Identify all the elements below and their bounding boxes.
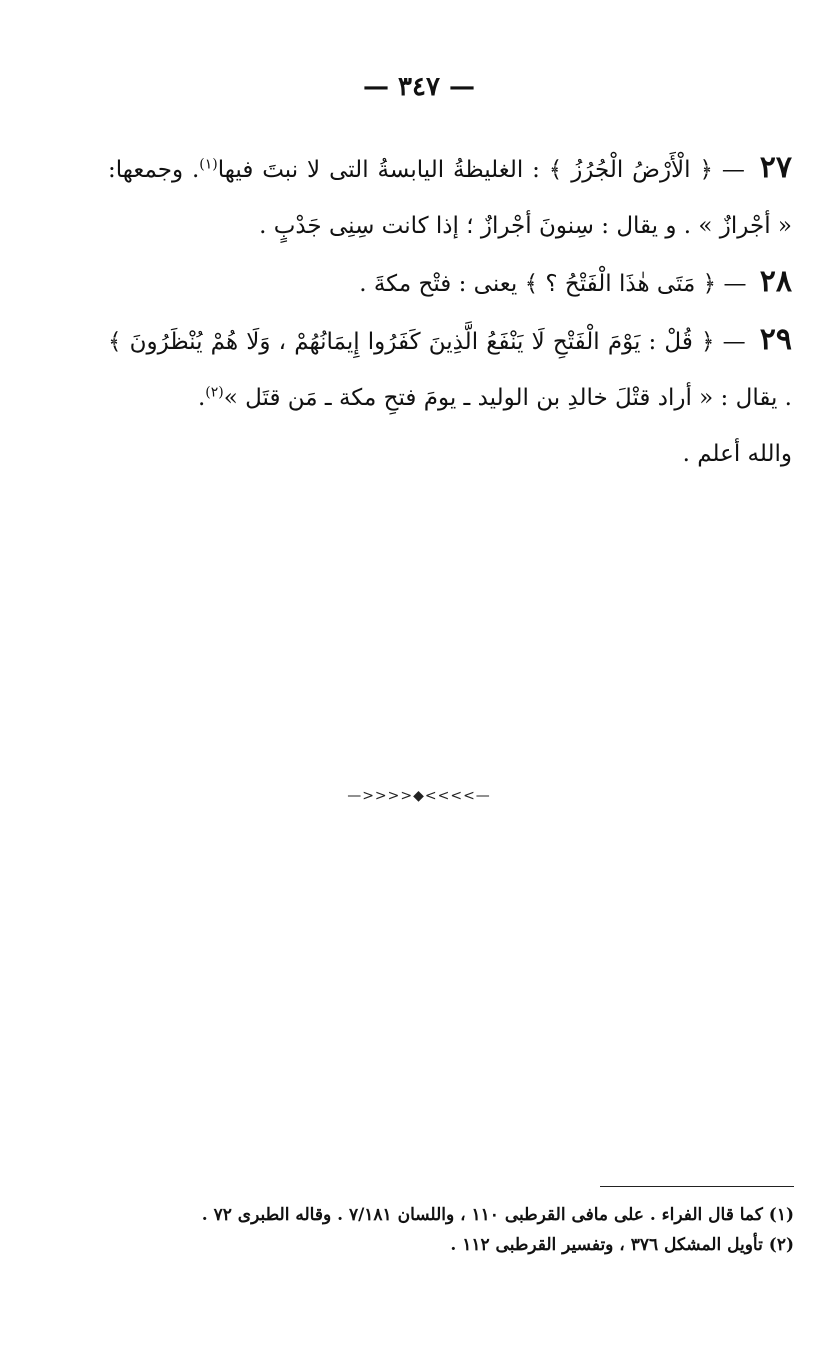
footnote-1: (١) كما قال الفراء . على مافى القرطبى ١١٠ ، واللسان ٧/١٨١ . وقاله الطبرى ٧٢ .	[201, 1205, 794, 1225]
entry-text: — ﴿ قُلْ : يَوْمَ الْفَتْحِ لَا يَنْفَعُ الَّذِينَ كَفَرُوا إِيمَانُهُمْ ، وَلَا هُمْ يُنْظَرُونَ ﴾ . يقال : « أراد قتْلَ خالدِ بن الوليد ـ يومَ فتحِ مكة ـ مَن قتَل »	[108, 329, 792, 411]
entry-text-rest: .	[197, 385, 206, 411]
entry-text: — ﴿ الْأَرْضُ الْجُرُزُ ﴾ : الغليظةُ اليابسةُ التى لا نبتَ فيها	[217, 157, 745, 183]
footnote-rule	[600, 1186, 794, 1187]
footnotes	[160, 1200, 794, 1260]
entry-text-rest: . وجمعها: « أجْرازٌ » . و يقال : سِنونَ أجْرازٌ ؛ إذا كانت سِنِى جَدْبٍ .	[108, 157, 792, 239]
footnote-2: (٢) تأويل المشكل ٣٧٦ ، وتفسير القرطبى ١١٢ .	[450, 1235, 794, 1255]
entry-number: ٢٧	[759, 150, 793, 185]
footnote-ref[interactable]: (٢)	[205, 384, 224, 401]
ornament-divider: —>>>>◆<<<<—	[347, 788, 491, 804]
entry-27	[108, 140, 792, 254]
entry-text: — ﴿ مَتَى هٰذَا الْفَتْحُ ؟ ﴾ يعنى : فتْح مكةَ .	[359, 271, 747, 297]
entry-number: ٢٩	[759, 322, 793, 357]
page-number: — ٣٤٧ —	[362, 72, 476, 102]
main-text	[108, 140, 792, 482]
entry-number: ٢٨	[759, 264, 792, 299]
entry-28	[108, 254, 792, 312]
entry-29	[108, 312, 792, 426]
footnote-ref[interactable]: (١)	[199, 156, 218, 173]
closing-phrase: والله أعلم .	[682, 441, 792, 467]
